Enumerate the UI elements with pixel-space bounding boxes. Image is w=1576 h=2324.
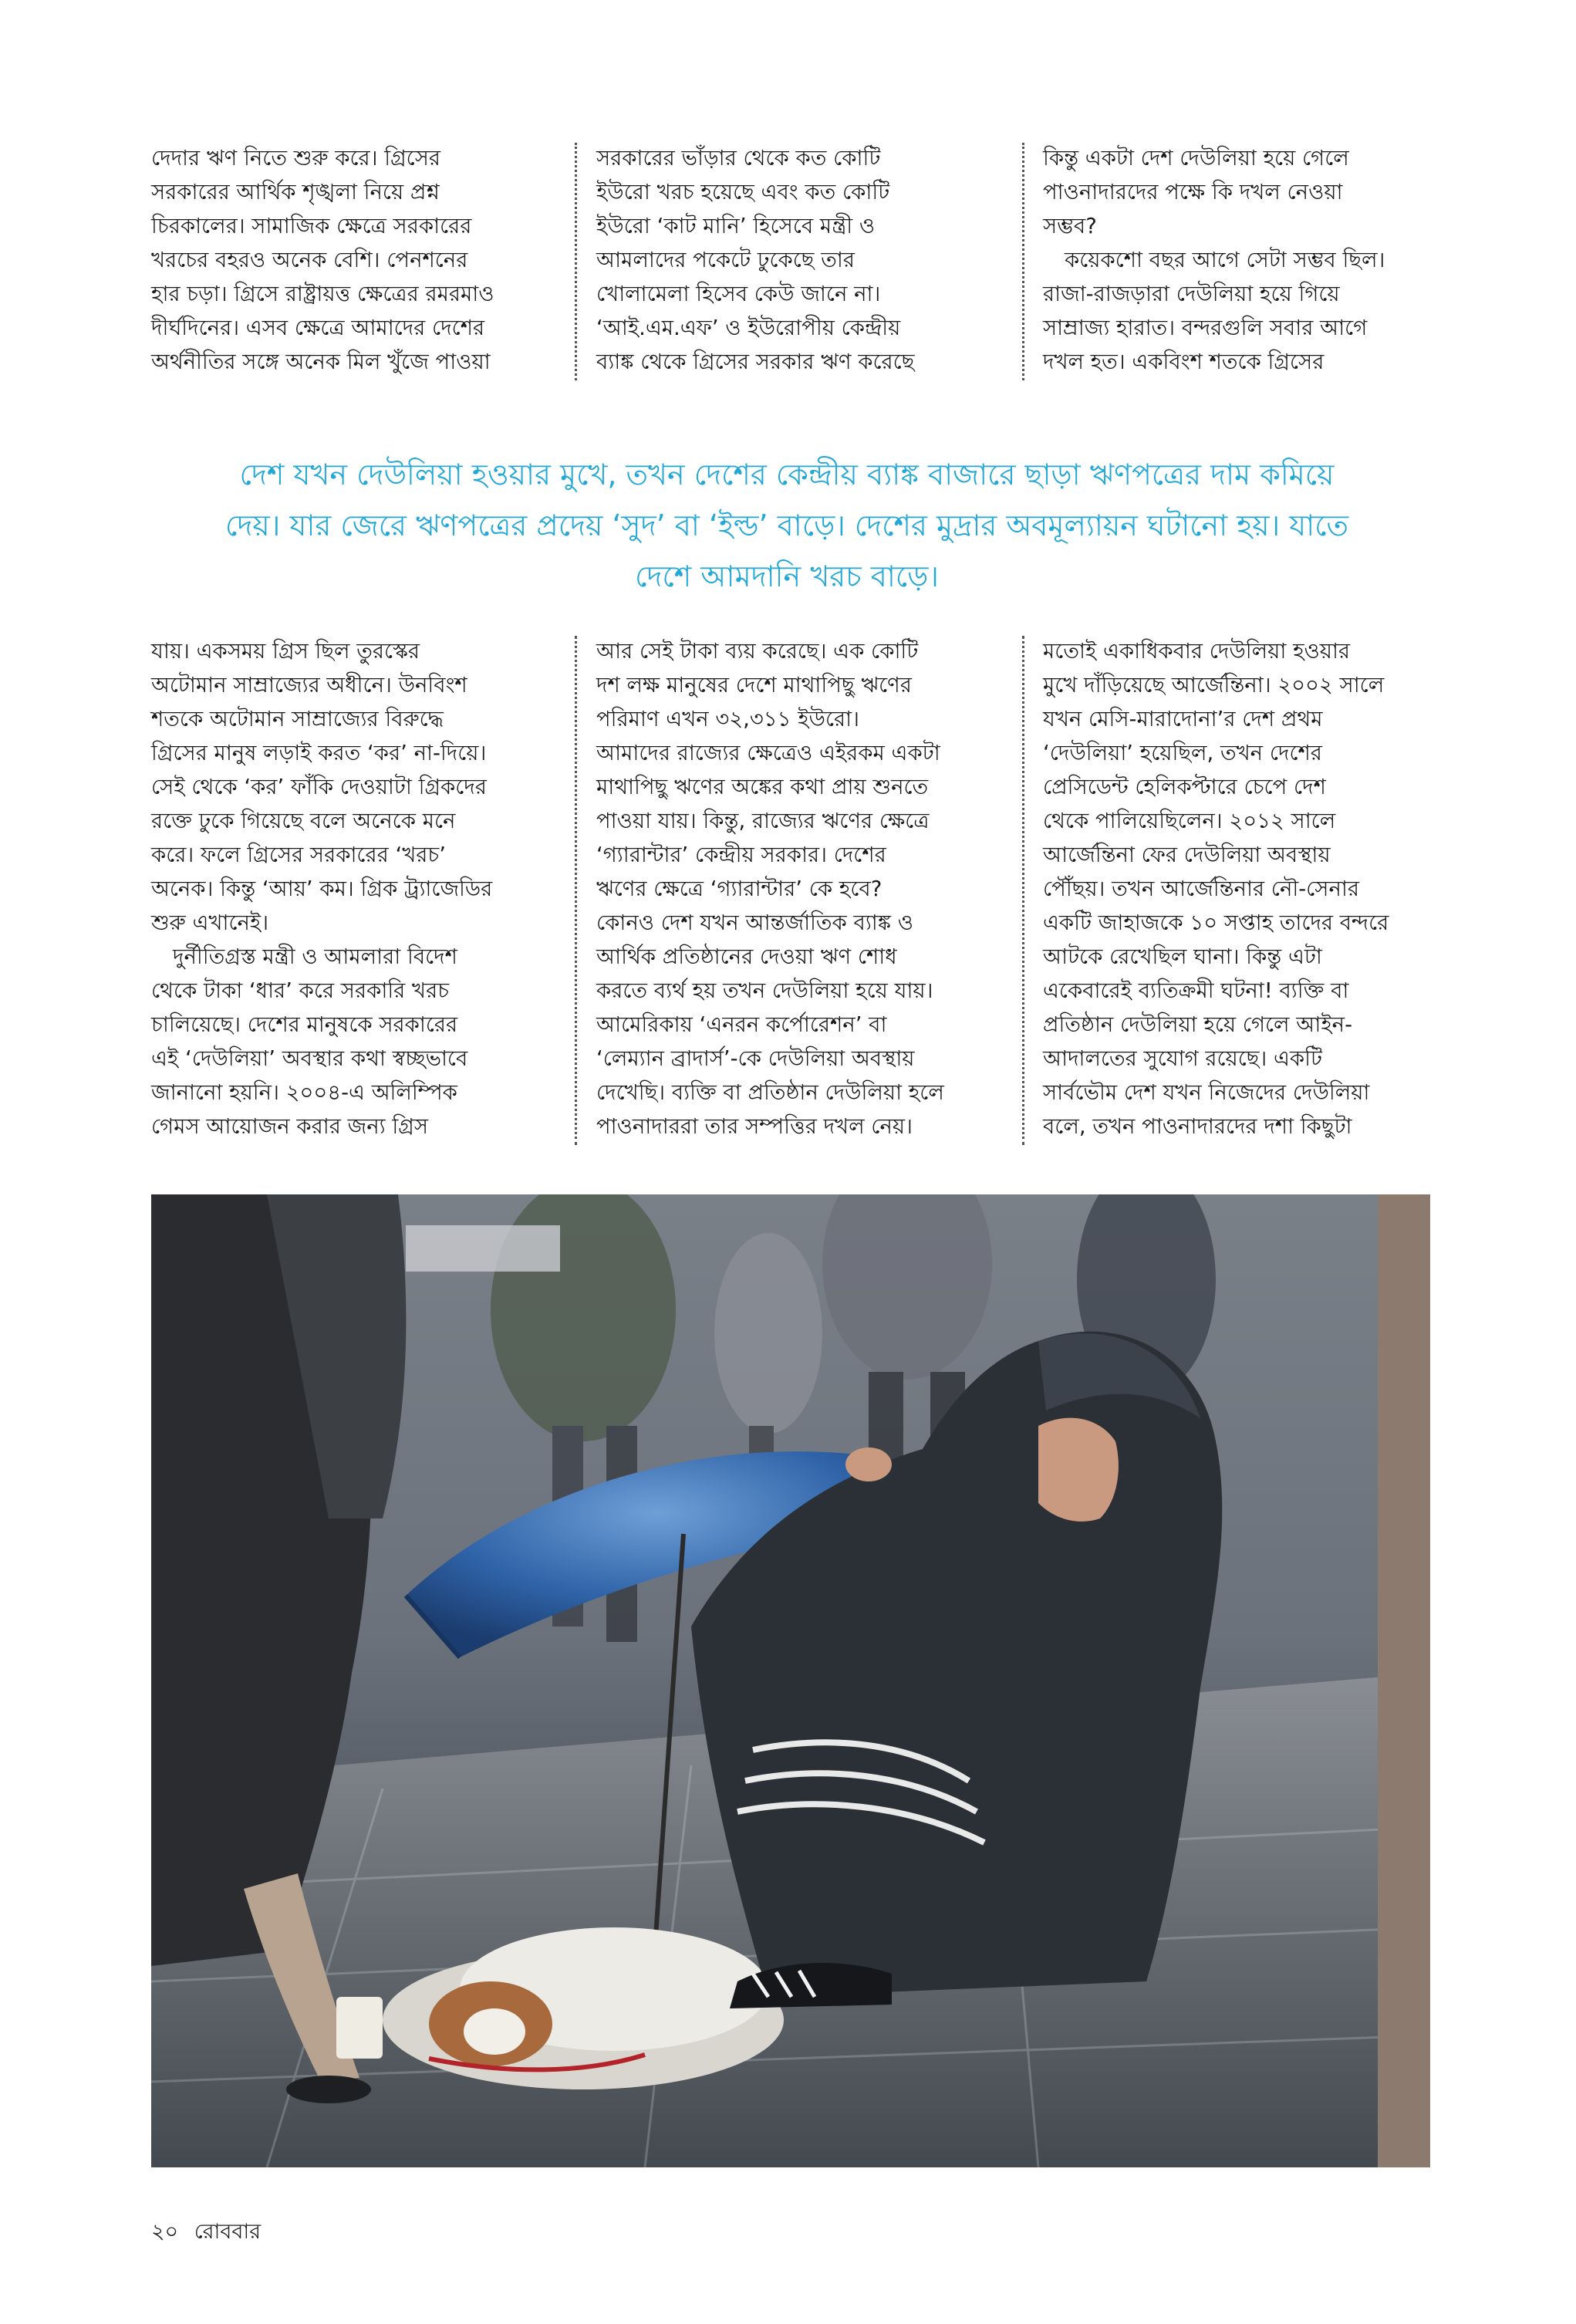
top-column-2 bbox=[596, 141, 914, 379]
text-line: জানানো হয়নি। ২০০৪-এ অলিম্পিক bbox=[151, 1080, 457, 1105]
pull-quote-line: দেশ যখন দেউলিয়া হওয়ার মুখে, তখন দেশের কেন্দ্রীয় ব্যাঙ্ক বাজারে ছাড়া ঋণপত্রের দাম কমিয়ে bbox=[239, 458, 1335, 491]
text-line: প্রেসিডেন্ট হেলিকপ্টারে চেপে দেশ bbox=[1043, 775, 1326, 799]
text-line: পরিমাণ এখন ৩২,৩১১ ইউরো। bbox=[596, 707, 859, 731]
text-line: একেবারেই ব্যতিক্রমী ঘটনা! ব্যক্তি বা bbox=[1043, 978, 1349, 1003]
text-line: কয়েকশো বছর আগে সেটা সম্ভব ছিল। bbox=[1065, 248, 1385, 272]
text-line: শতকে অটোমান সাম্রাজ্যের বিরুদ্ধে bbox=[151, 707, 444, 731]
text-line: কিন্তু একটা দেশ দেউলিয়া হয়ে গেলে bbox=[1043, 146, 1349, 171]
text-line: আর্থিক প্রতিষ্ঠানের দেওয়া ঋণ শোধ bbox=[596, 944, 897, 969]
text-line: আদালতের সুযোগ রয়েছে। একটি bbox=[1043, 1046, 1323, 1071]
column-divider bbox=[1022, 636, 1024, 1145]
bottom-column-2 bbox=[596, 634, 944, 1143]
text-line: মতোই একাধিকবার দেউলিয়া হওয়ার bbox=[1043, 639, 1351, 664]
text-line: থেকে পালিয়েছিলেন। ২০১২ সালে bbox=[1043, 809, 1336, 833]
text-line: করতে ব্যর্থ হয় তখন দেউলিয়া হয়ে যায়। bbox=[596, 978, 933, 1003]
text-line: করে। ফলে গ্রিসের সরকারের ‘খরচ’ bbox=[151, 843, 446, 867]
page-number: ২০ bbox=[151, 2220, 179, 2244]
text-line: সরকারের আর্থিক শৃঙ্খলা নিয়ে প্রশ্ন bbox=[151, 180, 440, 204]
text-line: দুর্নীতিগ্রস্ত মন্ত্রী ও আমলারা বিদেশ bbox=[173, 944, 457, 969]
text-line: চিরকালের। সামাজিক ক্ষেত্রে সরকারের bbox=[151, 214, 472, 238]
text-line: বলে, তখন পাওনাদারদের দশা কিছুটা bbox=[1043, 1114, 1352, 1139]
text-line: চালিয়েছে। দেশের মানুষকে সরকারের bbox=[151, 1012, 458, 1037]
text-line: খরচের বহরও অনেক বেশি। পেনশনের bbox=[151, 248, 468, 272]
text-line: পাওয়া যায়। কিন্তু, রাজ্যের ঋণের ক্ষেত্রে bbox=[596, 809, 930, 833]
bottom-column-3 bbox=[1043, 634, 1389, 1143]
text-line: দখল হত। একবিংশ শতকে গ্রিসের bbox=[1043, 350, 1325, 374]
text-line: ইউরো ‘কাট মানি’ হিসেবে মন্ত্রী ও bbox=[596, 214, 876, 238]
top-column-1 bbox=[151, 141, 494, 379]
text-line: মুখে দাঁড়িয়েছে আর্জেন্তিনা। ২০০২ সালে bbox=[1043, 673, 1385, 698]
text-line: গেমস আয়োজন করার জন্য গ্রিস bbox=[151, 1114, 428, 1139]
text-line: অনেক। কিন্তু ‘আয়’ কম। গ্রিক ট্র্যাজেডির bbox=[151, 877, 493, 901]
bottom-column-1 bbox=[151, 634, 492, 1143]
text-line: খোলামেলা হিসেব কেউ জানে না। bbox=[596, 282, 881, 306]
text-line: দীর্ঘদিনের। এসব ক্ষেত্রে আমাদের দেশের bbox=[151, 316, 485, 340]
top-column-3 bbox=[1043, 141, 1385, 379]
text-line: পাওনাদাররা তার সম্পত্তির দখল নেয়। bbox=[596, 1114, 913, 1139]
text-line: দেদার ঋণ নিতে শুরু করে। গ্রিসের bbox=[151, 146, 441, 171]
text-line: মাথাপিছু ঋণের অঙ্কের কথা প্রায় শুনতে bbox=[596, 775, 929, 799]
text-line: কোনও দেশ যখন আন্তর্জাতিক ব্যাঙ্ক ও bbox=[596, 910, 913, 935]
text-line: অটোমান সাম্রাজ্যের অধীনে। উনবিংশ bbox=[151, 673, 467, 698]
text-line: আটকে রেখেছিল ঘানা। কিন্তু এটা bbox=[1043, 944, 1322, 969]
text-line: সার্বভৌম দেশ যখন নিজেদের দেউলিয়া bbox=[1043, 1080, 1370, 1105]
column-divider bbox=[575, 143, 577, 380]
pull-quote-line: দেশে আমদানি খরচ বাড়ে। bbox=[635, 559, 939, 593]
text-line: আমলাদের পকেটে ঢুকেছে তার bbox=[596, 248, 855, 272]
street-photo-illustration bbox=[151, 1194, 1430, 2167]
text-line: পাওনাদারদের পক্ষে কি দখল নেওয়া bbox=[1043, 180, 1343, 204]
text-line: দেখেছি। ব্যক্তি বা প্রতিষ্ঠান দেউলিয়া হলে bbox=[596, 1080, 944, 1105]
text-line: অর্থনীতির সঙ্গে অনেক মিল খুঁজে পাওয়া bbox=[151, 350, 491, 374]
page-footer bbox=[151, 2216, 261, 2251]
text-line: একটি জাহাজকে ১০ সপ্তাহ তাদের বন্দরে bbox=[1043, 910, 1389, 935]
text-line: ইউরো খরচ হয়েছে এবং কত কোটি bbox=[596, 180, 890, 204]
text-line: পৌঁছয়। তখন আর্জেন্তিনার নৌ-সেনার bbox=[1043, 877, 1359, 901]
text-line: রক্তে ঢুকে গিয়েছে বলে অনেকে মনে bbox=[151, 809, 456, 833]
text-line: আর সেই টাকা ব্যয় করেছে। এক কোটি bbox=[596, 639, 919, 664]
text-line: ব্যাঙ্ক থেকে গ্রিসের সরকার ঋণ করেছে bbox=[596, 350, 915, 374]
text-line: সরকারের ভাঁড়ার থেকে কত কোটি bbox=[596, 146, 881, 171]
text-line: হার চড়া। গ্রিসে রাষ্ট্রায়ত্ত ক্ষেত্রের রমরমাও bbox=[151, 282, 494, 306]
text-line: ‘দেউলিয়া’ হয়েছিল, তখন দেশের bbox=[1043, 741, 1322, 765]
column-divider bbox=[575, 636, 577, 1145]
text-line: দশ লক্ষ মানুষের দেশে মাথাপিছু ঋণের bbox=[596, 673, 912, 698]
text-line: থেকে টাকা ‘ধার’ করে সরকারি খরচ bbox=[151, 978, 450, 1003]
text-line: সাম্রাজ্য হারাত। বন্দরগুলি সবার আগে bbox=[1043, 316, 1368, 340]
text-line: প্রতিষ্ঠান দেউলিয়া হয়ে গেলে আইন- bbox=[1043, 1012, 1352, 1037]
text-line: গ্রিসের মানুষ লড়াই করত ‘কর’ না-দিয়ে। bbox=[151, 741, 487, 765]
column-divider bbox=[1022, 143, 1024, 380]
text-line: শুরু এখানেই। bbox=[151, 910, 269, 935]
text-line: সম্ভব? bbox=[1043, 214, 1097, 238]
text-line: ‘আই.এম.এফ’ ও ইউরোপীয় কেন্দ্রীয় bbox=[596, 316, 901, 340]
street-photo bbox=[151, 1194, 1430, 2167]
pull-quote-line: দেয়। যার জেরে ঋণপত্রের প্রদেয় ‘সুদ’ বা ‘ইল্ড’ বাড়ে। দেশের মুদ্রার অবমূল্যায়ন ঘটানো হয়। যাতে bbox=[225, 508, 1348, 542]
text-line: রাজা-রাজড়ারা দেউলিয়া হয়ে গিয়ে bbox=[1043, 282, 1340, 306]
text-line: ‘লেম্যান ব্রাদার্স’-কে দেউলিয়া অবস্থায় bbox=[596, 1046, 915, 1071]
text-line: আমাদের রাজ্যের ক্ষেত্রেও এইরকম একটা bbox=[596, 741, 940, 765]
magazine-name: রোববার bbox=[194, 2220, 262, 2244]
text-line: আমেরিকায় ‘এনরন কর্পোরেশন’ বা bbox=[596, 1012, 887, 1037]
text-line: ঋণের ক্ষেত্রে ‘গ্যারান্টার’ কে হবে? bbox=[596, 877, 882, 901]
text-line: যখন মেসি-মারাদোনা’র দেশ প্রথম bbox=[1043, 707, 1323, 731]
pull-quote bbox=[131, 449, 1443, 602]
text-line: আর্জেন্তিনা ফের দেউলিয়া অবস্থায় bbox=[1043, 843, 1331, 867]
text-line: যায়। একসময় গ্রিস ছিল তুরস্কের bbox=[151, 639, 420, 664]
text-line: ‘গ্যারান্টার’ কেন্দ্রীয় সরকার। দেশের bbox=[596, 843, 886, 867]
text-line: সেই থেকে ‘কর’ ফাঁকি দেওয়াটা গ্রিকদের bbox=[151, 775, 487, 799]
text-line: এই ‘দেউলিয়া’ অবস্থার কথা স্বচ্ছভাবে bbox=[151, 1046, 468, 1071]
